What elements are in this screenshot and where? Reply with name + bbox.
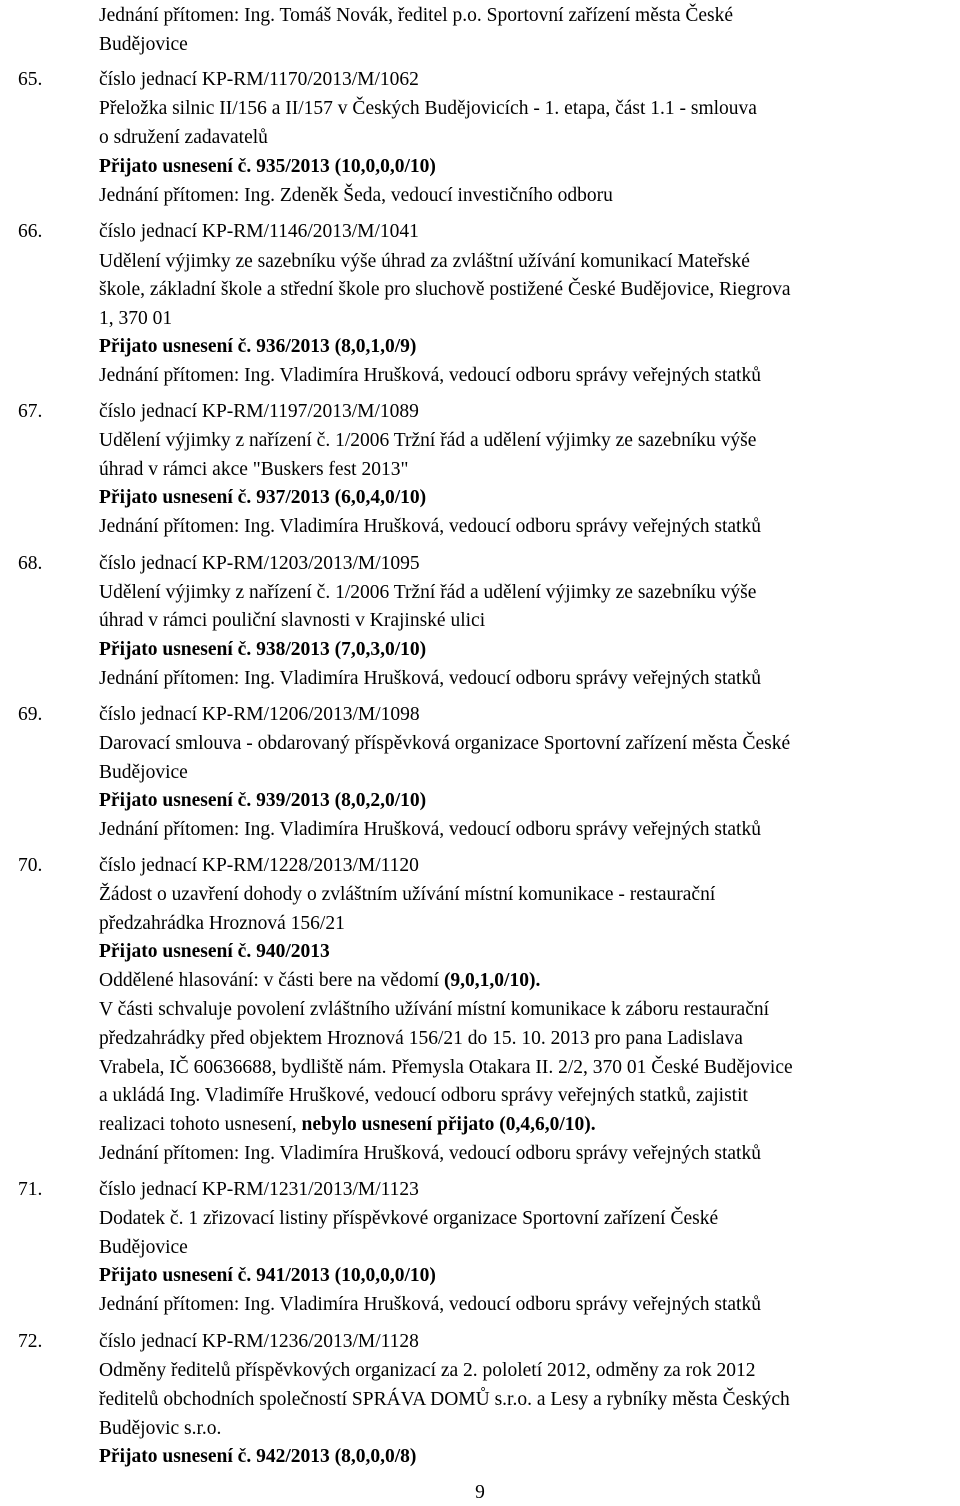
item-subject: Udělení výjimky z nařízení č. 1/2006 Tržní řád a udělení výjimky ze sazebníku výše [99, 430, 757, 451]
item-reference: číslo jednací KP-RM/1146/2013/M/1041 [99, 221, 419, 242]
item-number: 66. [18, 221, 43, 242]
item-number: 71. [18, 1179, 43, 1200]
item-approval-line: a ukládá Ing. Vladimíře Hruškové, vedoucí odboru správy veřejných statků, zajistit [99, 1085, 748, 1106]
item-present: Jednání přítomen: Ing. Vladimíra Hrušková, vedoucí odboru správy veřejných statků [99, 1294, 761, 1315]
separate-vote-text: Oddělené hlasování: v části bere na vědomí [99, 970, 444, 991]
item-resolution: Přijato usnesení č. 938/2013 (7,0,3,0/10) [99, 639, 427, 660]
item-subject: Žádost o uzavření dohody o zvláštním užívání místní komunikace - restaurační [99, 884, 716, 905]
final-line-text: realizaci tohoto usnesení, [99, 1114, 302, 1135]
item-separate-vote [99, 968, 540, 994]
item-present: Jednání přítomen: Ing. Vladimíra Hrušková, vedoucí odboru správy veřejných statků [99, 516, 761, 537]
item-number: 70. [18, 855, 43, 876]
item-number: 65. [18, 69, 43, 90]
item-number: 72. [18, 1331, 43, 1352]
item-subject: předzahrádka Hroznová 156/21 [99, 913, 345, 934]
item-reference: číslo jednací KP-RM/1206/2013/M/1098 [99, 704, 420, 725]
item-subject: ředitelů obchodních společností SPRÁVA DOMŮ s.r.o. a Lesy a rybníky města Českých [99, 1389, 790, 1410]
item-subject: o sdružení zadavatelů [99, 127, 268, 148]
item-subject: 1, 370 01 [99, 308, 173, 329]
item-approval-line: předzahrádky před objektem Hroznová 156/21 do 15. 10. 2013 pro pana Ladislava [99, 1028, 743, 1049]
item-approval-line: Vrabela, IČ 60636688, bydliště nám. Přemysla Otakara II. 2/2, 370 01 České Budějovice [99, 1057, 793, 1078]
item-resolution: Přijato usnesení č. 940/2013 [99, 941, 330, 962]
item-subject: Dodatek č. 1 zřizovací listiny příspěvkové organizace Sportovní zařízení České [99, 1208, 719, 1229]
item-subject: Přeložka silnic II/156 a II/157 v Českých Budějovicích - 1. etapa, část 1.1 - smlouva [99, 98, 757, 119]
item-subject: Budějovic s.r.o. [99, 1418, 222, 1439]
item-subject: Udělení výjimky z nařízení č. 1/2006 Tržní řád a udělení výjimky ze sazebníku výše [99, 582, 757, 603]
item-subject: Budějovice [99, 762, 188, 783]
intro-present-line-2: Budějovice [99, 34, 188, 55]
item-subject: škole, základní škole a střední škole pro sluchově postižené České Budějovice, Riegrova [99, 279, 791, 300]
item-subject: Udělení výjimky ze sazebníku výše úhrad za zvláštní užívání komunikací Mateřské [99, 251, 750, 272]
item-reference: číslo jednací KP-RM/1236/2013/M/1128 [99, 1331, 419, 1352]
item-approval-line: V části schvaluje povolení zvláštního užívání místní komunikace k záboru restaurační [99, 999, 770, 1020]
item-resolution: Přijato usnesení č. 935/2013 (10,0,0,0/10) [99, 156, 436, 177]
separate-vote-result: (9,0,1,0/10). [443, 970, 541, 991]
item-present: Jednání přítomen: Ing. Vladimíra Hrušková, vedoucí odboru správy veřejných statků [99, 1143, 761, 1164]
item-subject: Darovací smlouva - obdarovaný příspěvková organizace Sportovní zařízení města České [99, 733, 791, 754]
item-subject: úhrad v rámci pouliční slavnosti v Krajinské ulici [99, 610, 486, 631]
item-number: 68. [18, 553, 43, 574]
item-present: Jednání přítomen: Ing. Zdeněk Šeda, vedoucí investičního odboru [99, 185, 613, 206]
item-reference: číslo jednací KP-RM/1231/2013/M/1123 [99, 1179, 419, 1200]
item-reference: číslo jednací KP-RM/1170/2013/M/1062 [99, 69, 419, 90]
intro-present-line: Jednání přítomen: Ing. Tomáš Novák, ředitel p.o. Sportovní zařízení města České [99, 5, 734, 26]
item-subject: úhrad v rámci akce "Buskers fest 2013" [99, 459, 409, 480]
item-reference: číslo jednací KP-RM/1203/2013/M/1095 [99, 553, 420, 574]
item-subject: Odměny ředitelů příspěvkových organizací za 2. pololetí 2012, odměny za rok 2012 [99, 1360, 756, 1381]
item-reference: číslo jednací KP-RM/1228/2013/M/1120 [99, 855, 419, 876]
item-resolution: Přijato usnesení č. 936/2013 (8,0,1,0/9) [99, 336, 417, 357]
item-number: 67. [18, 401, 43, 422]
item-resolution: Přijato usnesení č. 941/2013 (10,0,0,0/10) [99, 1265, 436, 1286]
item-resolution: Přijato usnesení č. 937/2013 (6,0,4,0/10) [99, 487, 427, 508]
item-resolution: Přijato usnesení č. 942/2013 (8,0,0,0/8) [99, 1446, 417, 1467]
page-number: 9 [475, 1482, 485, 1503]
item-reference: číslo jednací KP-RM/1197/2013/M/1089 [99, 401, 419, 422]
item-number: 69. [18, 704, 43, 725]
item-final-line [99, 1112, 596, 1138]
item-present: Jednání přítomen: Ing. Vladimíra Hrušková, vedoucí odboru správy veřejných statků [99, 365, 761, 386]
item-present: Jednání přítomen: Ing. Vladimíra Hrušková, vedoucí odboru správy veřejných statků [99, 819, 761, 840]
item-present: Jednání přítomen: Ing. Vladimíra Hrušková, vedoucí odboru správy veřejných statků [99, 668, 761, 689]
final-line-result: nebylo usnesení přijato (0,4,6,0/10). [301, 1114, 596, 1135]
item-subject: Budějovice [99, 1237, 188, 1258]
item-resolution: Přijato usnesení č. 939/2013 (8,0,2,0/10) [99, 790, 427, 811]
